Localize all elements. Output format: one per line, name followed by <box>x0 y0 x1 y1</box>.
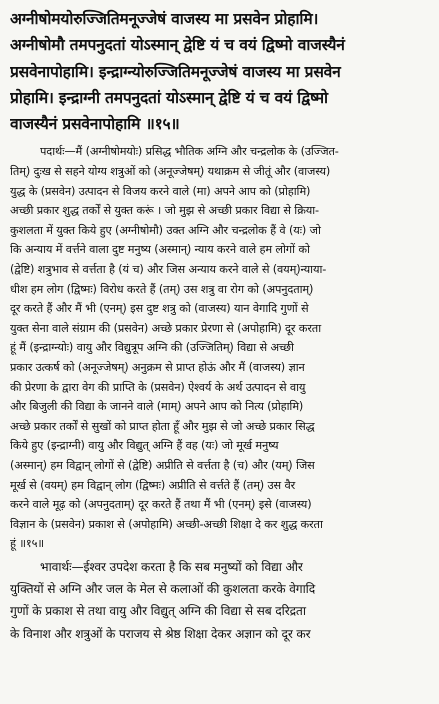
padartha-line: प्रकार उत्कर्ष को (अनूज्जेषम्) अनुक्रम से प्राप्त होऊं और मैं (वाजस्य) ज्ञान <box>10 361 305 375</box>
padartha-line: धीश हम लोग (द्विष्मः) विरोध करते हैं (तम्) उस शत्रु वा रोग को (अपनुदताम्) <box>10 282 314 296</box>
bhavartha-line: युक्तियों से अग्नि और जल के मेल से कलाओं की कुशलता करके वेगादि <box>10 582 316 597</box>
padartha-line: कुशलता में युक्त किये हुए (अग्नीषोमौ) उक्त अग्नि और चन्द्रलोक हैं वे (यः) जो <box>10 223 321 237</box>
padartha-line: (अस्मान्) हम विद्वान् लोगों से (द्वेष्टि) अप्रीति से वर्त्तता है (च) और (यम्) जिस <box>10 458 315 472</box>
padartha-line: की प्रेरणा के द्वारा वेग की प्राप्ति के (प्रसवेन) ऐश्वर्य के अर्थ उत्पादन से वायु <box>10 380 306 394</box>
padartha-line: युद्ध के (प्रसवेन) उत्पादन से विजय करने वाले (मा) अपने आप को (प्रोहामि) <box>10 184 311 198</box>
padartha-line: अच्छे प्रकार तर्कों से सुखों को प्राप्त होता हूँ और मुझ से जो अच्छे प्रकार सिद्ध <box>10 419 315 433</box>
bhavartha-block <box>10 556 431 645</box>
padartha-line: कि अन्याय में वर्त्तने वाला दुष्ट मनुष्य (अस्मान्) न्याय करने वाले हम लोगों को <box>10 243 310 257</box>
mantra-line: वाजस्यैनं प्रसवेनापोहामि ॥१५॥ <box>10 115 180 134</box>
padartha-line: अच्छी प्रकार शुद्ध तर्कों से युक्त करूं । जो मुझ से अच्छी प्रकार विद्या से क्रिया- <box>10 204 319 218</box>
padartha-line: मूर्ख से (वयम्) हम विद्वान् लोग (द्विष्मः) अप्रीति से वर्त्तते हैं (तम्) उस वैर <box>10 478 296 492</box>
mantra-block <box>10 6 431 137</box>
padartha-line: और बिजुली की विद्या के जानने वाले (माम्) अपने आप को नित्य (प्रोहामि) <box>10 400 304 414</box>
bhavartha-line: गुणों के प्रकाश से तथा वायु और विद्युत् अग्नि की विद्या से सब दरिद्रता <box>10 604 306 619</box>
bhavartha-line: भावार्थः—ईश्वर उपदेश करता है कि सब मनुष्यों को विद्या और <box>40 559 303 574</box>
mantra-line: प्रसवेनापोहामि। इन्द्राग्न्योरुज्जितिमनूज्जेषं वाजस्य मा प्रसवेन <box>10 62 341 81</box>
mantra-line: प्रोहामि। इन्द्राग्नी तमपनुदतां योऽस्मान् द्वेष्टि यं च वयं द्विष्मो <box>10 88 328 107</box>
mantra-line: अग्नीषोमौ तमपनुदतां योऽस्मान् द्वेष्टि यं च वयं द्विष्मो वाजस्यैनं <box>10 36 345 55</box>
padartha-line: दूर करते हैं और मैं भी (एनम्) इस दुष्ट शत्रु को (वाजस्य) यान वेगादि गुणों से <box>10 302 309 316</box>
padartha-line: करने वाले मूढ़ को (अपनुदताम्) दूर करते हैं तथा मैं भी (एनम्) इसे (वाजस्य) <box>10 498 312 512</box>
padartha-line: विज्ञान के (प्रसवेन) प्रकाश से (अपोहामि) अच्छी-अच्छी शिक्षा दे कर शुद्ध करता <box>10 517 323 531</box>
padartha-block <box>10 142 431 553</box>
padartha-line: हूं ॥१५॥ <box>10 537 44 551</box>
padartha-line: युक्त सेना वाले संग्राम की (प्रसवेन) अच्छे प्रकार प्रेरणा से (अपोहामि) दूर करता <box>10 321 322 335</box>
bhavartha-line: के विनाश और शत्रुओं के पराजय से श्रेष्ठ शिक्षा देकर अज्ञान को दूर कर <box>10 626 311 641</box>
mantra-line: अग्नीषोमयोरुज्जितिमनूज्जेषं वाजस्य मा प्रसवेन प्रोहामि। <box>10 10 319 28</box>
padartha-line: पदार्थः—मैं (अग्नीषोमयोः) प्रसिद्ध भौतिक अग्नि और चन्द्रलोक के (उज्जित- <box>40 145 339 159</box>
padartha-line: किये हुए (इन्द्राग्नी) वायु और विद्युत् अग्नि हैं वह (यः) जो मूर्ख मनुष्य <box>10 439 279 453</box>
padartha-line: तिम्) दुःख से सहने योग्य शत्रुओं को (अनूज्जेषम्) यथाक्रम से जीतूं और (वाजस्य) <box>10 165 331 179</box>
padartha-line: (द्वेष्टि) शत्रुभाव से वर्त्तता है (यं च) और जिस अन्याय करने वाले से (वयम्)न्याया- <box>10 263 327 277</box>
padartha-line: हूं मैं (इन्द्राग्न्योः) वायु और विद्युत्रूप अग्नि की (उज्जितिम्) विद्या से अच्छी <box>10 341 294 355</box>
